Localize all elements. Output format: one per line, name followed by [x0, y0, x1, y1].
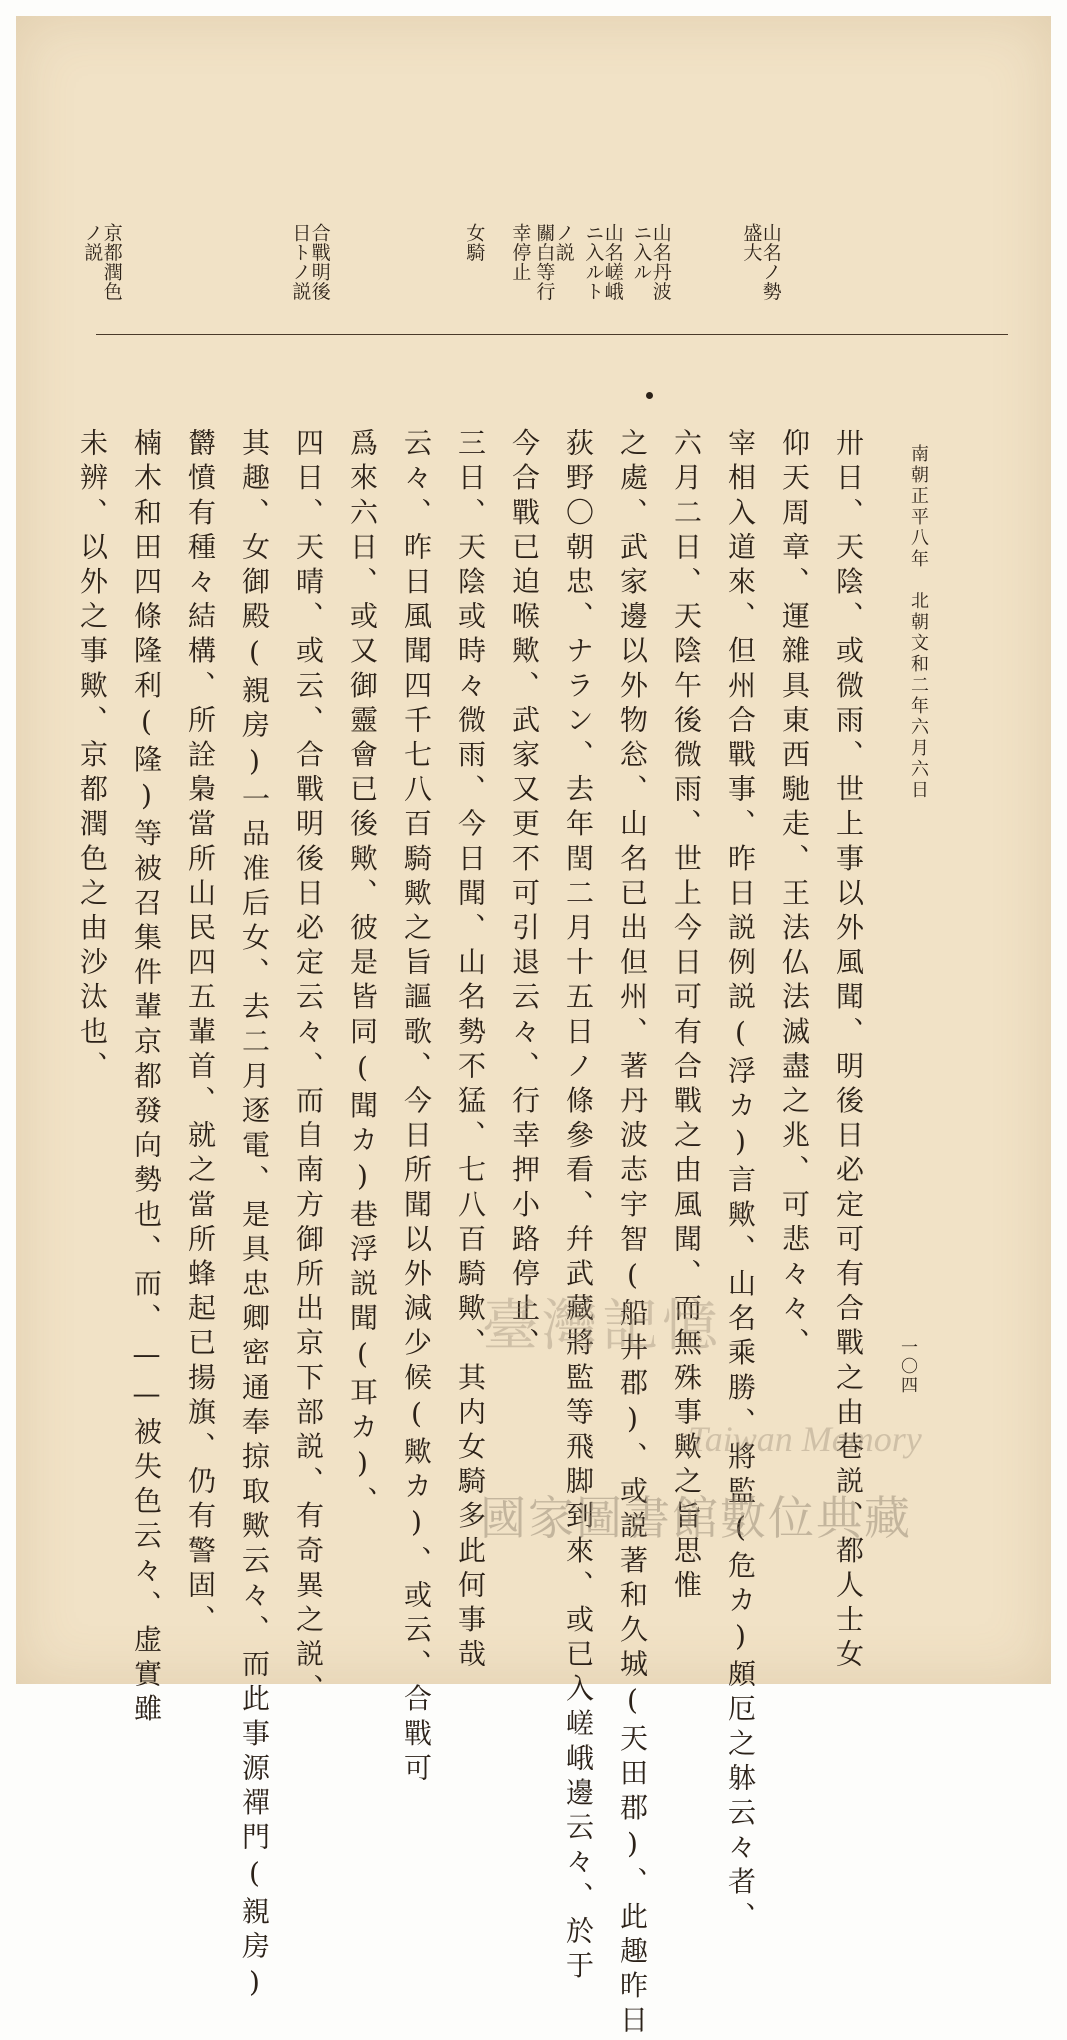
- text-line: 仰天周章、運雜具東西馳走、王法仏法滅盡之兆、可悲々々、: [778, 428, 811, 1363]
- text-line: 六月二日、天陰午後微雨、世上今日可有合戰之由風聞、而無殊事歟之旨思惟: [670, 428, 703, 1605]
- book-page: [16, 16, 1051, 2040]
- margin-note: 山名丹波 ニ入ル: [630, 223, 672, 301]
- text-line: 三日、天陰或時々微雨、今日聞、山名勢不猛、七八百騎歟、其内女騎多此何事哉: [454, 428, 487, 1674]
- text-line: 爲來六日、或又御靈會已後歟、彼是皆同(聞カ)巷浮説聞(耳カ)、: [346, 428, 379, 1521]
- text-line: 四日、天晴、或云、合戰明後日必定云々、而自南方御所出京下部説、有奇異之説、: [292, 428, 325, 1709]
- watermark-org-text: 國家圖書館數位典藏: [480, 1491, 912, 1545]
- margin-note: 合戰明後 日トノ説: [289, 223, 331, 301]
- text-line: 欝憤有種々結構、所詮梟當所山民四五輩首、就之當所蜂起已揚旗、仍有警固、: [184, 428, 217, 1639]
- text-line: 荻野〇朝忠、ナラン、去年閏二月十五日ノ條參看、幷武藏將監等飛脚到來、或已入嵯峨邊云々、於于: [562, 428, 595, 1985]
- watermark-latin-text: Taiwan Memory: [688, 1419, 922, 1459]
- page-number: 一〇四: [897, 1338, 917, 1395]
- text-line: 今合戰已迫喉歟、武家又更不可引退云々、行幸押小路停止、: [508, 428, 541, 1363]
- margin-note: 京都潤色 ノ説: [81, 223, 123, 301]
- watermark-logo-text: 臺灣記憶: [482, 1294, 722, 1359]
- margin-note: ノ説 關白等行: [533, 223, 575, 301]
- text-line: 未辨、以外之事歟、京都潤色之由沙汰也、: [76, 428, 109, 1086]
- margin-dot: [646, 392, 653, 399]
- text-line: 之處、武家邊以外物忩、山名已出但州、著丹波志宇智(船井郡)、或説著和久城(天田郡)、此趣昨日: [616, 428, 649, 2040]
- text-line: 宰相入道來、但州合戰事、昨日説例説(浮カ)言歟、山名乘勝、將監(危カ)頗厄之躰云々者、: [724, 428, 757, 1936]
- margin-note: 女騎: [463, 223, 486, 262]
- text-line: 云々、昨日風聞四千七八百騎歟之旨謳歌、今日所聞以外減少候(歟カ)、或云、合戰可: [400, 428, 433, 1788]
- margin-note: 山名ノ勢 盛大: [740, 223, 782, 301]
- margin-note: 幸停止: [509, 223, 532, 282]
- text-line: 卅日、天陰、或微雨、世上事以外風聞、明後日必定可有合戰之由巷説、都人士女: [832, 428, 865, 1674]
- text-line: 其趣、女御殿(親房)一品准后女、去二月逐電、是具忠卿密通奉掠取歟云々、而此事源禪門(親房): [238, 428, 271, 2005]
- margin-divider-rule: [96, 334, 1008, 335]
- running-head: 南朝正平八年 北朝文和二年六月六日: [908, 444, 929, 801]
- text-line: 楠木和田四條隆利(隆)等被召集件輩京都發向勢也、而、——被失色云々、虚實雖: [130, 428, 163, 1729]
- margin-note: 山名嵯峨 ニ入ルト: [582, 223, 624, 301]
